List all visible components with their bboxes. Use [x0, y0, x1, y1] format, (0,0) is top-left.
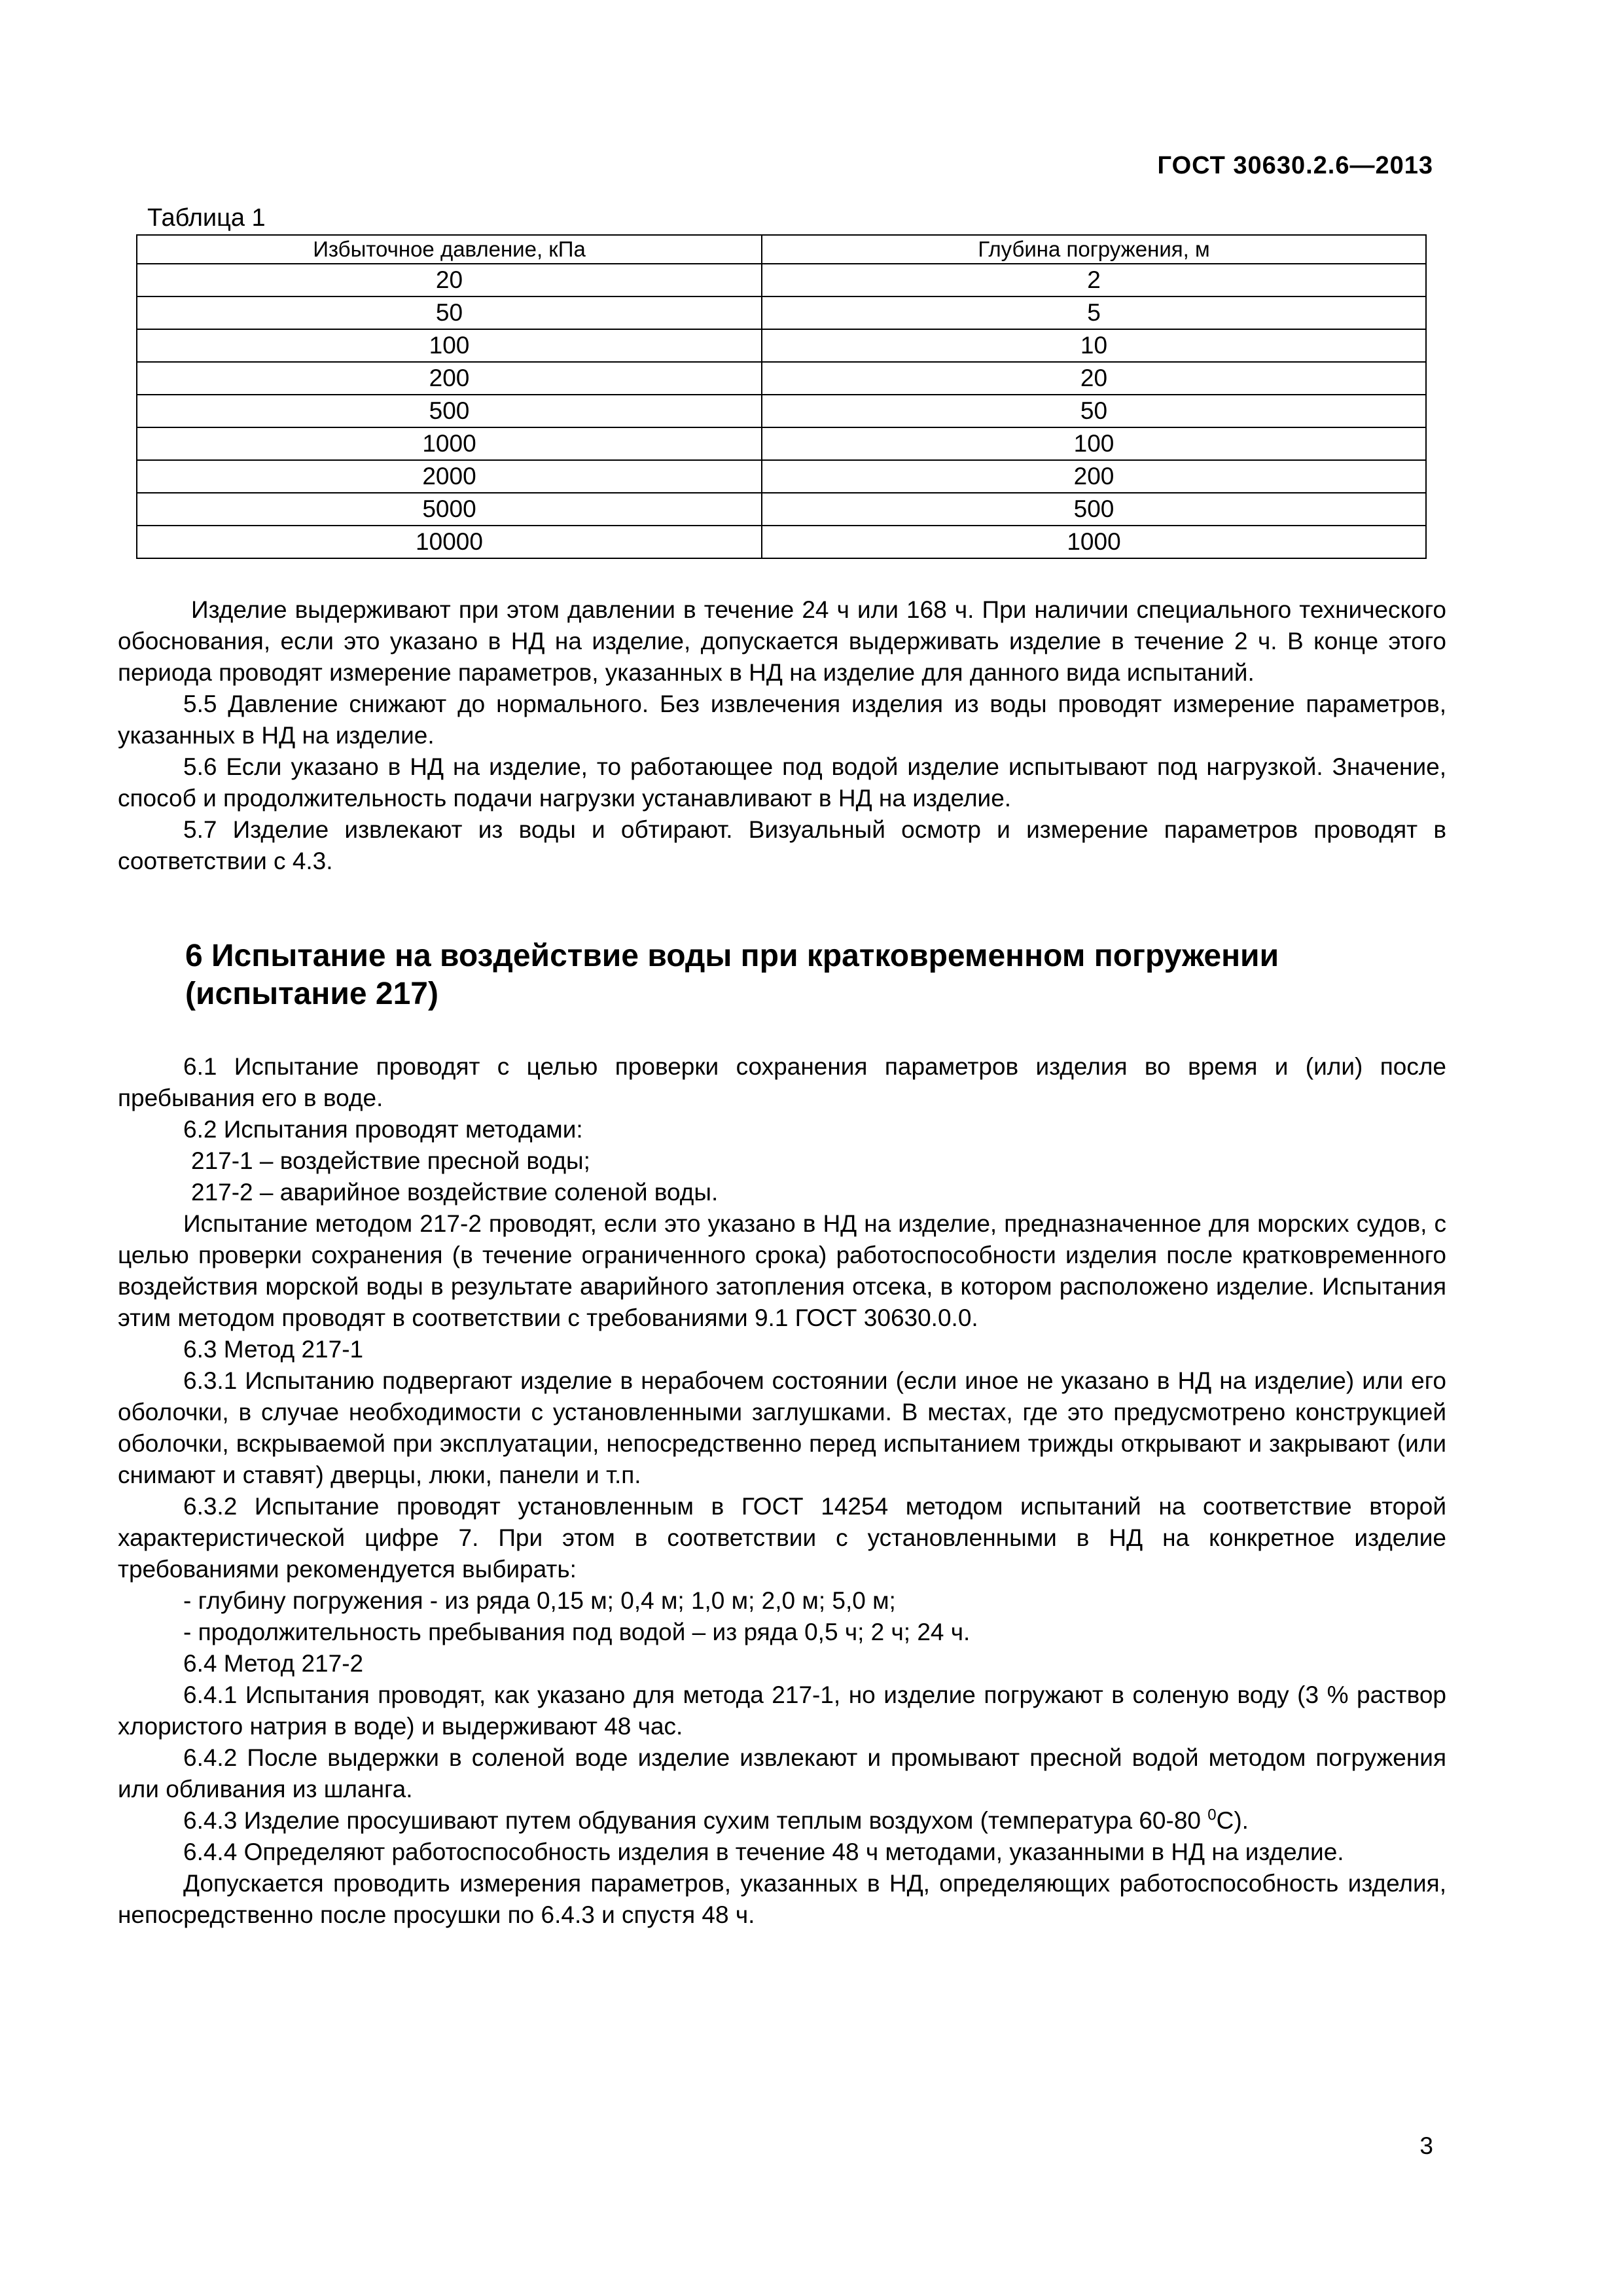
- table-cell: 2000: [137, 460, 762, 493]
- paragraph: 6.4.4 Определяют работоспособность изделия в течение 48 ч методами, указанными в НД на изделие.: [183, 1839, 1344, 1865]
- pressure-depth-table: [136, 234, 1427, 559]
- table-cell: 200: [762, 460, 1426, 493]
- table-cell: 2: [762, 264, 1426, 296]
- table-header-row: [137, 235, 1426, 264]
- table-row: [137, 329, 1426, 362]
- paragraph: Изделие выдерживают при этом давлении в течение 24 ч или 168 ч. При наличии специального технического обоснования, если это указано в НД на изделие, допускается выдерживать изделие в течение 2 ч. В конце этого периода проводят измерение параметров, указанных в НД на изделие для данного вида испытаний.: [118, 596, 1446, 686]
- paragraph: 5.5 Давление снижают до нормального. Без извлечения изделия из воды проводят измерение параметров, указанных в НД на изделие.: [118, 691, 1446, 749]
- paragraph: 6.4 Метод 217-2: [183, 1650, 364, 1677]
- paragraph: Испытание методом 217-2 проводят, если это указано в НД на изделие, предназначенное для морских судов, с целью проверки сохранения (в течение ограниченного срока) работоспособности изделия после кратковременного воздействия морской воды в результате аварийного затопления отсека, в котором расположено изделие. Испытания этим методом проводят в соответствии с требованиями 9.1 ГОСТ 30630.0.0.: [118, 1210, 1446, 1331]
- table-cell: 100: [137, 329, 762, 362]
- table-row: [137, 493, 1426, 526]
- list-item: - глубину погружения - из ряда 0,15 м; 0,4 м; 1,0 м; 2,0 м; 5,0 м;: [183, 1587, 896, 1614]
- table-row: [137, 395, 1426, 427]
- table-cell: 20: [137, 264, 762, 296]
- paragraph-text: С).: [1216, 1807, 1249, 1834]
- paragraph: 6.3.1 Испытанию подвергают изделие в нерабочем состоянии (если иное не указано в НД на изделие) или его оболочки, в случае необходимости с установленными заглушками. В местах, где это предусмотрено конструкцией оболочки, вскрываемой при эксплуатации, непосредственно перед испытанием трижды открывают и закрывают (или снимают и ставят) дверцы, люки, панели и т.п.: [118, 1367, 1446, 1488]
- table-cell: 50: [762, 395, 1426, 427]
- table-cell: 10000: [137, 526, 762, 558]
- paragraph: 5.6 Если указано в НД на изделие, то работающее под водой изделие испытывают под нагрузкой. Значение, способ и продолжительность подачи нагрузки устанавливают в НД на изделие.: [118, 753, 1446, 812]
- table-cell: 100: [762, 427, 1426, 460]
- table-caption: Таблица 1: [147, 204, 266, 232]
- column-header-pressure: Избыточное давление, кПа: [137, 235, 762, 264]
- degree-superscript: 0: [1207, 1806, 1217, 1824]
- table-row: [137, 427, 1426, 460]
- paragraph-text: 6.4.3 Изделие просушивают путем обдувания сухим теплым воздухом (температура 60-80: [183, 1807, 1208, 1834]
- page-number: 3: [1419, 2132, 1433, 2159]
- paragraph: 6.3.2 Испытание проводят установленным в ГОСТ 14254 методом испытаний на соответствие второй характеристической цифре 7. При этом в соответствии с установленными в НД на конкретное изделие требованиями рекомендуется выбирать:: [118, 1493, 1446, 1583]
- list-item: 217-2 – аварийное воздействие соленой воды.: [191, 1179, 719, 1206]
- table-cell: 5000: [137, 493, 762, 526]
- table-cell: 20: [762, 362, 1426, 395]
- paragraph: 6.2 Испытания проводят методами:: [183, 1116, 583, 1143]
- table-cell: 1000: [762, 526, 1426, 558]
- table-row: [137, 526, 1426, 558]
- section-5-text: [118, 594, 1446, 877]
- section-6-heading: 6 Испытание на воздействие воды при кратковременном погружении (испытание 217): [185, 939, 1279, 1011]
- section-6-text: [118, 1051, 1446, 1931]
- table-cell: 50: [137, 296, 762, 329]
- paragraph: [118, 1805, 1446, 1837]
- table-row: [137, 264, 1426, 296]
- list-item: 217-1 – воздействие пресной воды;: [191, 1147, 590, 1174]
- paragraph: 6.4.1 Испытания проводят, как указано для метода 217-1, но изделие погружают в соленую воду (3 % раствор хлористого натрия в воде) и выдерживают 48 час.: [118, 1681, 1446, 1740]
- paragraph: 6.1 Испытание проводят с целью проверки сохранения параметров изделия во время и (или) после пребывания его в воде.: [118, 1053, 1446, 1111]
- table-cell: 200: [137, 362, 762, 395]
- column-header-depth: Глубина погружения, м: [762, 235, 1426, 264]
- table-row: [137, 460, 1426, 493]
- list-item: - продолжительность пребывания под водой – из ряда 0,5 ч; 2 ч; 24 ч.: [183, 1619, 971, 1645]
- table-cell: 1000: [137, 427, 762, 460]
- paragraph: Допускается проводить измерения параметров, указанных в НД, определяющих работоспособность изделия, непосредственно после просушки по 6.4.3 и спустя 48 ч.: [118, 1870, 1446, 1928]
- table-cell: 500: [762, 493, 1426, 526]
- paragraph: 6.4.2 После выдержки в соленой воде изделие извлекают и промывают пресной водой методом погружения или обливания из шланга.: [118, 1744, 1446, 1803]
- table-cell: 10: [762, 329, 1426, 362]
- table-cell: 500: [137, 395, 762, 427]
- paragraph: 6.3 Метод 217-1: [183, 1336, 364, 1363]
- paragraph: 5.7 Изделие извлекают из воды и обтирают. Визуальный осмотр и измерение параметров проводят в соответствии с 4.3.: [118, 816, 1446, 874]
- table-cell: 5: [762, 296, 1426, 329]
- table-row: [137, 296, 1426, 329]
- table-row: [137, 362, 1426, 395]
- document-code: ГОСТ 30630.2.6—2013: [1157, 152, 1433, 179]
